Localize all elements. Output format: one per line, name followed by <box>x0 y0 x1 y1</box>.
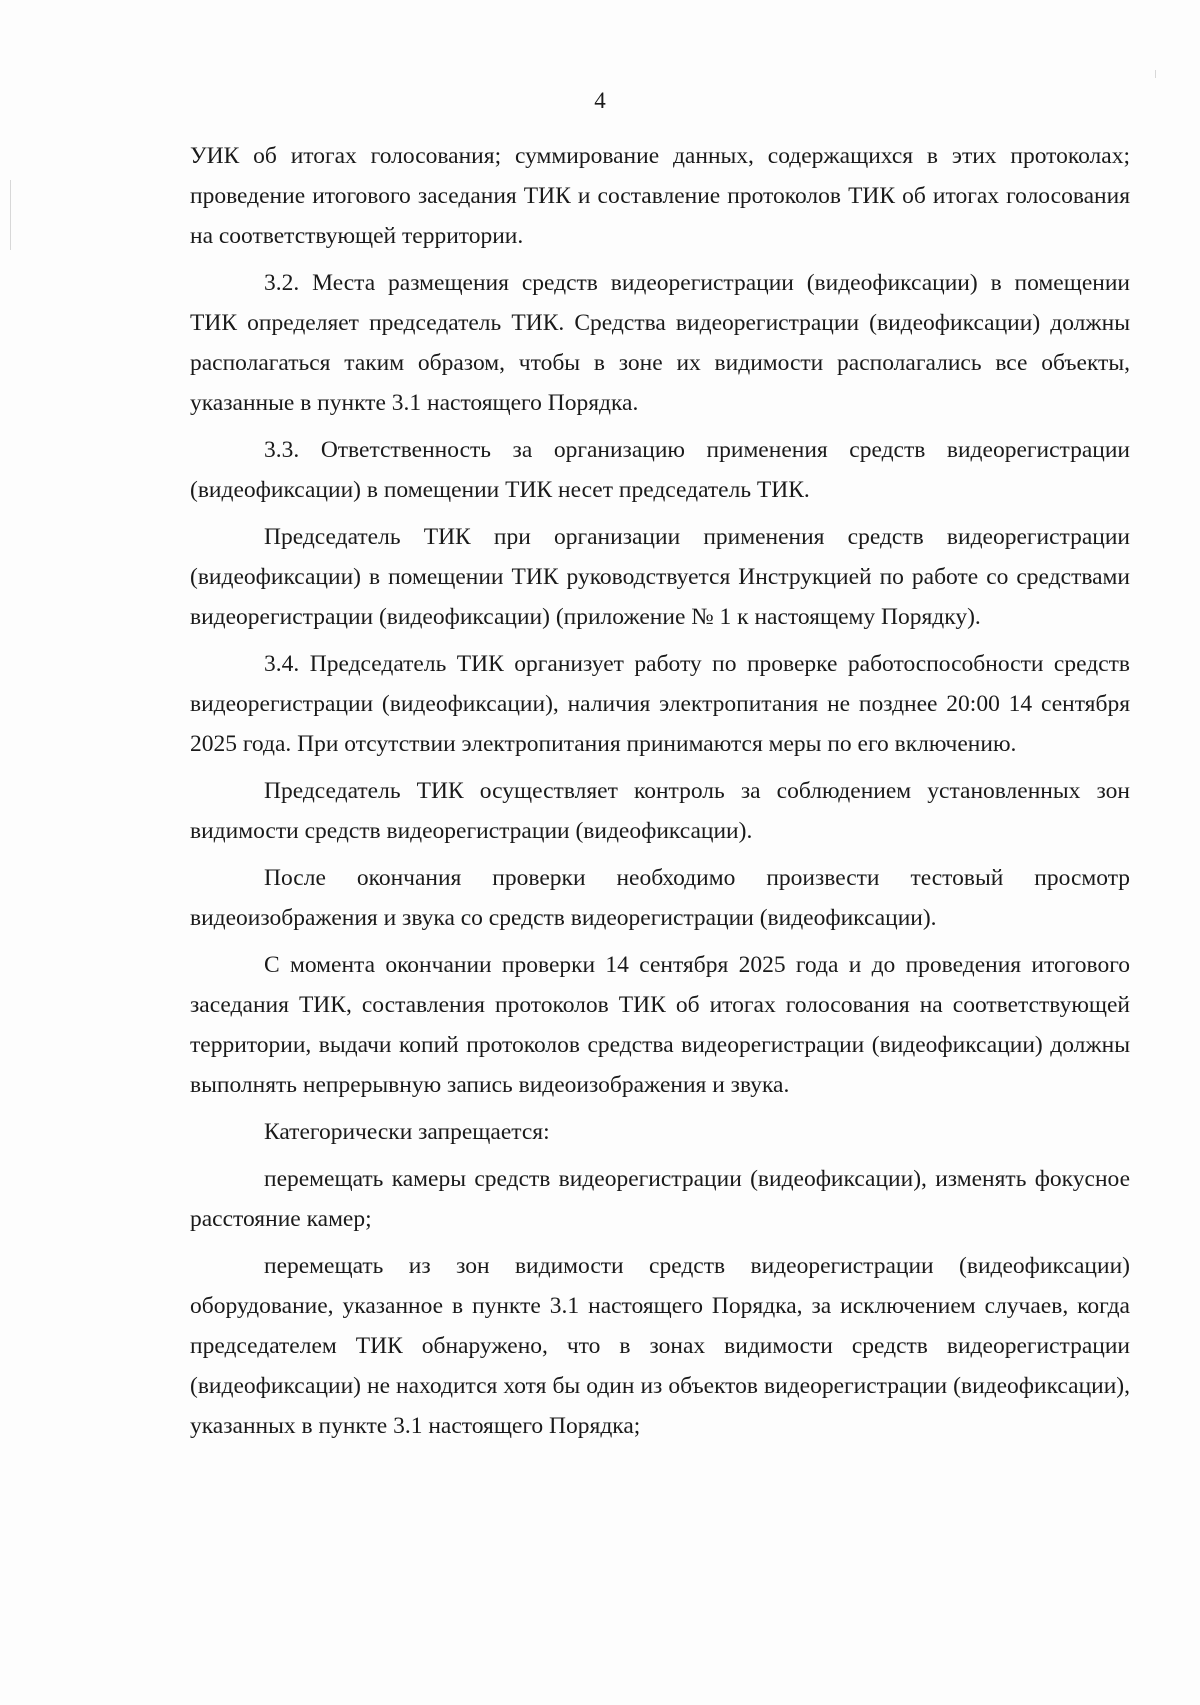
paragraph: перемещать из зон видимости средств видеорегистрации (видеофиксации) оборудование, указанное в пункте 3.1 настоящего Порядка, за исключением случаев, когда председателем ТИК обнаружено, что в зонах видимости средств видеорегистрации (видеофиксации) не находится хотя бы один из объектов видеорегистрации (видеофиксации), указанных в пункте 3.1 настоящего Порядка; <box>190 1253 1130 1439</box>
paragraph: УИК об итогах голосования; суммирование данных, содержащихся в этих протоколах; проведение итогового заседания ТИК и составление протоколов ТИК об итогах голосования на соответствующей территории. <box>190 143 1130 249</box>
paragraph: перемещать камеры средств видеорегистрации (видеофиксации), изменять фокусное расстояние камер; <box>190 1166 1130 1232</box>
paragraph: С момента окончании проверки 14 сентября 2025 года и до проведения итогового заседания ТИК, составления протоколов ТИК об итогах голосования на соответствующей территории, выдачи копий протоколов средства видеорегистрации (видеофиксации) должны выполнять непрерывную запись видеоизображения и звука. <box>190 952 1130 1098</box>
scan-artifact <box>1155 70 1156 78</box>
scan-artifact <box>10 180 11 250</box>
paragraph: Председатель ТИК при организации применения средств видеорегистрации (видеофиксации) в помещении ТИК руководствуется Инструкцией по работе со средствами видеорегистрации (видеофиксации) (приложение № 1 к настоящему Порядку). <box>190 524 1130 630</box>
paragraph: Председатель ТИК осуществляет контроль за соблюдением установленных зон видимости средств видеорегистрации (видеофиксации). <box>190 778 1130 844</box>
paragraph: 3.3. Ответственность за организацию применения средств видеорегистрации (видеофиксации) в помещении ТИК несет председатель ТИК. <box>190 437 1130 503</box>
paragraph: Категорически запрещается: <box>264 1119 550 1145</box>
paragraph: 3.4. Председатель ТИК организует работу по проверке работоспособности средств видеорегистрации (видеофиксации), наличия электропитания не позднее 20:00 14 сентября 2025 года. При отсутствии электропитания принимаются меры по его включению. <box>190 651 1130 757</box>
page-number: 4 <box>594 88 606 113</box>
document-body <box>190 136 1130 1453</box>
paragraph: После окончания проверки необходимо произвести тестовый просмотр видеоизображения и звука со средств видеорегистрации (видеофиксации). <box>190 865 1130 931</box>
paragraph: 3.2. Места размещения средств видеорегистрации (видеофиксации) в помещении ТИК определяет председатель ТИК. Средства видеорегистрации (видеофиксации) должны располагаться таким образом, чтобы в зоне их видимости располагались все объекты, указанные в пункте 3.1 настоящего Порядка. <box>190 270 1130 416</box>
